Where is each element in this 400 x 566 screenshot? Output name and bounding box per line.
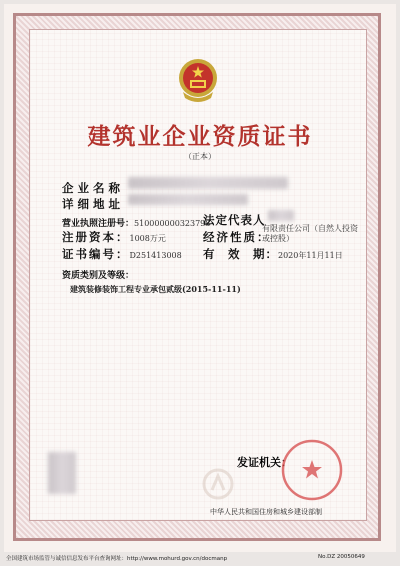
issuing-authority-label: 发证机关：	[237, 456, 292, 469]
certificate-subtitle: （正本）	[184, 152, 216, 161]
econ-type-label: 经济性质：	[203, 230, 271, 244]
license-no-label: 营业执照注册号：	[62, 219, 135, 229]
footer-serial-number: No.DZ 20050649	[318, 554, 365, 560]
econ-type-value-line1: 有限责任公司（自然人投资	[262, 224, 358, 233]
econ-type-value-block	[262, 224, 358, 244]
capital-value: 1008万元	[129, 234, 166, 243]
scope-value-row	[70, 277, 241, 296]
cert-no-row	[62, 243, 182, 262]
license-no-value: 510000000323798	[134, 219, 211, 228]
scope-value: 建筑装修装饰工程专业承包贰级(2015-11-11)	[70, 284, 241, 294]
redacted-legal-rep	[268, 210, 294, 221]
address-row	[62, 193, 124, 212]
econ-type-value-line2: 或控股）	[262, 234, 294, 243]
valid-value: 2020年11月11日	[278, 251, 343, 260]
address-label: 详细地址	[62, 197, 124, 211]
capital-label: 注册资本：	[62, 230, 130, 244]
cert-no-label: 证书编号：	[62, 247, 130, 261]
redacted-company-name	[128, 177, 288, 189]
valid-label: 有 效 期：	[203, 247, 278, 261]
valid-row	[203, 243, 343, 262]
laoke-watermark	[200, 462, 350, 512]
redacted-qr-code	[48, 452, 76, 494]
national-emblem-icon	[177, 58, 219, 106]
footer-query-url: 全国建筑市场监管与诚信信息发布平台查询网址：http://www.mohurd.gov.cn/docmanp	[6, 556, 228, 562]
legal-rep-text: 法定代表人	[203, 213, 266, 227]
issuer-name: 中华人民共和国住房和城乡建设部制	[210, 508, 322, 516]
company-name-label: 企业名称	[62, 181, 124, 195]
redacted-address	[128, 194, 248, 205]
scope-label: 资质类别及等级：	[62, 271, 135, 281]
certificate-title: 建筑业企业资质证书	[87, 124, 313, 150]
cert-no-value: D251413008	[129, 251, 182, 260]
